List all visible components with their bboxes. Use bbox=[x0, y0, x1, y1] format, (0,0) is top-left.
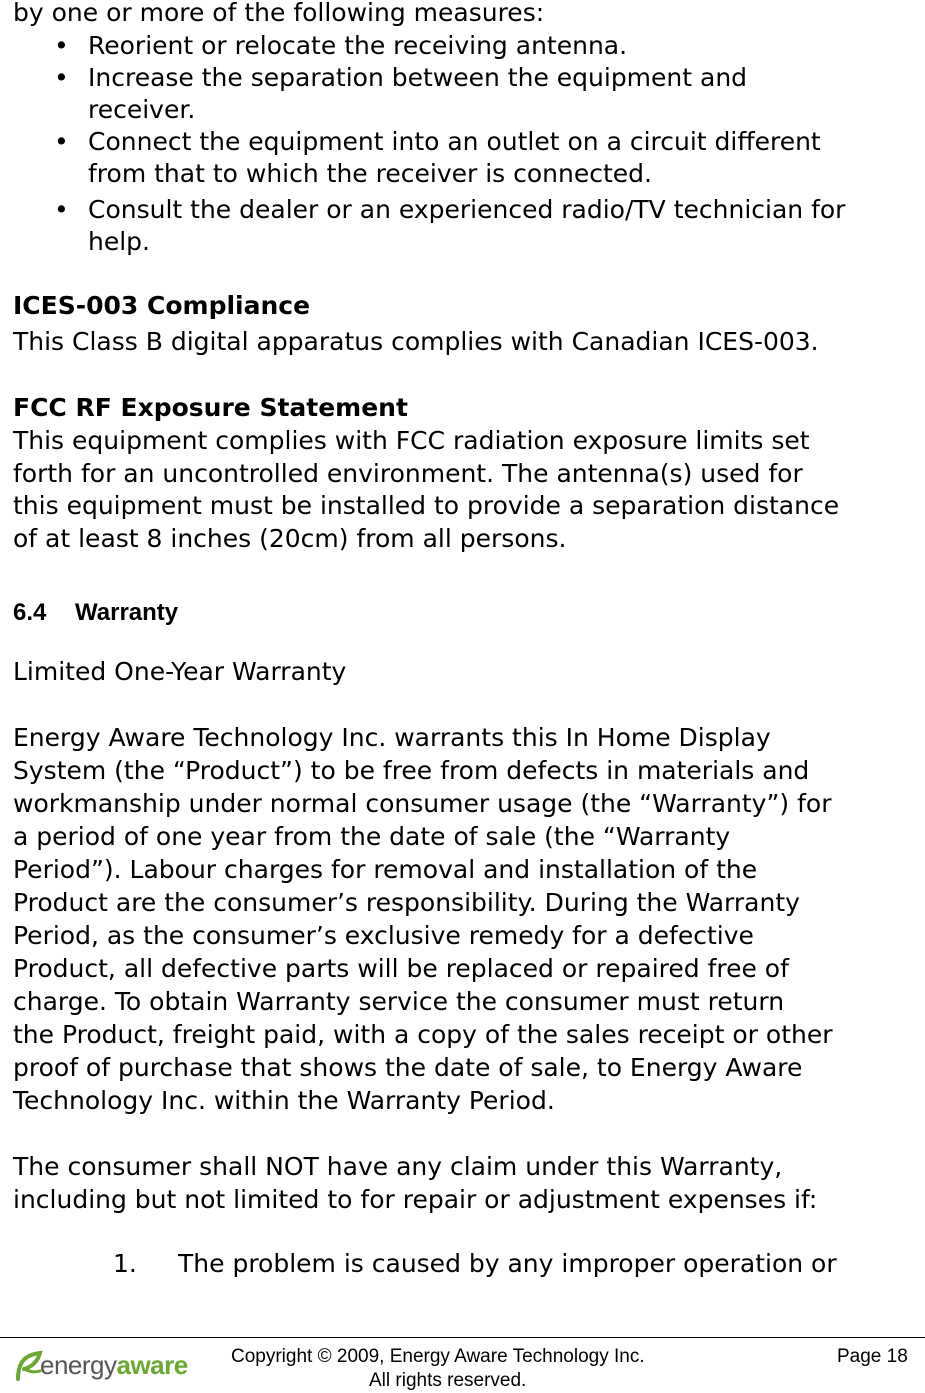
fcc-heading: FCC RF Exposure Statement bbox=[13, 393, 408, 422]
logo-aware: aware bbox=[116, 1350, 188, 1380]
intro-line: by one or more of the following measures: bbox=[13, 0, 545, 27]
warranty-line-11: proof of purchase that shows the date of sale, to Energy Aware bbox=[13, 1053, 803, 1082]
warranty-line-12: Technology Inc. within the Warranty Period. bbox=[13, 1086, 555, 1115]
logo-energy: energy bbox=[40, 1350, 117, 1380]
bullet-item-4-line-1: Consult the dealer or an experienced radio/TV technician for bbox=[88, 195, 846, 224]
warranty-line-10: the Product, freight paid, with a copy of the sales receipt or other bbox=[13, 1020, 833, 1049]
footer-rights: All rights reserved. bbox=[369, 1370, 527, 1391]
bullet-icon: • bbox=[54, 63, 69, 92]
warranty-line-5: Period”). Labour charges for removal and installation of the bbox=[13, 855, 758, 884]
company-logo bbox=[14, 1347, 189, 1383]
bullet-item-2-line-2: receiver. bbox=[88, 95, 196, 124]
bullet-item-2-line-1: Increase the separation between the equipment and bbox=[88, 63, 748, 92]
bullet-icon: • bbox=[54, 31, 69, 60]
bullet-item-3-line-1: Connect the equipment into an outlet on a circuit different bbox=[88, 127, 821, 156]
claim-line-2: including but not limited to for repair or adjustment expenses if: bbox=[13, 1185, 818, 1214]
section-number: 6.4 bbox=[13, 599, 47, 626]
warranty-line-9: charge. To obtain Warranty service the consumer must return bbox=[13, 987, 785, 1016]
bullet-item-1-line-1: Reorient or relocate the receiving antenna. bbox=[88, 31, 628, 60]
logo-wordmark bbox=[40, 1350, 188, 1380]
warranty-line-7: Period, as the consumer’s exclusive remedy for a defective bbox=[13, 921, 754, 950]
ices-text: This Class B digital apparatus complies with Canadian ICES-003. bbox=[13, 327, 819, 356]
warranty-line-6: Product are the consumer’s responsibility. During the Warranty bbox=[13, 888, 800, 917]
warranty-line-1: Energy Aware Technology Inc. warrants this In Home Display bbox=[13, 723, 771, 752]
warranty-line-8: Product, all defective parts will be replaced or repaired free of bbox=[13, 954, 789, 983]
footer-page-number: Page 18 bbox=[837, 1346, 908, 1367]
footer-copyright: Copyright © 2009, Energy Aware Technology Inc. bbox=[231, 1346, 645, 1367]
warranty-line-4: a period of one year from the date of sale (the “Warranty bbox=[13, 822, 731, 851]
bullet-item-3-line-2: from that to which the receiver is connected. bbox=[88, 159, 652, 188]
numbered-item-text: The problem is caused by any improper operation or bbox=[178, 1249, 837, 1278]
warranty-line-2: System (the “Product”) to be free from defects in materials and bbox=[13, 756, 810, 785]
warranty-subtitle: Limited One-Year Warranty bbox=[13, 657, 347, 686]
bullet-item-4-line-2: help. bbox=[88, 227, 150, 256]
ices-heading: ICES-003 Compliance bbox=[13, 291, 311, 320]
warranty-line-3: workmanship under normal consumer usage (the “Warranty”) for bbox=[13, 789, 832, 818]
bullet-icon: • bbox=[54, 127, 69, 156]
bullet-icon: • bbox=[54, 195, 69, 224]
fcc-line-2: forth for an uncontrolled environment. The antenna(s) used for bbox=[13, 459, 803, 488]
section-heading bbox=[13, 598, 178, 628]
numbered-item-number: 1. bbox=[113, 1249, 137, 1278]
claim-line-1: The consumer shall NOT have any claim under this Warranty, bbox=[13, 1152, 783, 1181]
footer-divider bbox=[0, 1337, 925, 1338]
fcc-line-3: this equipment must be installed to provide a separation distance bbox=[13, 491, 840, 520]
section-title: Warranty bbox=[75, 599, 179, 626]
fcc-line-4: of at least 8 inches (20cm) from all persons. bbox=[13, 524, 567, 553]
fcc-line-1: This equipment complies with FCC radiation exposure limits set bbox=[13, 426, 810, 455]
